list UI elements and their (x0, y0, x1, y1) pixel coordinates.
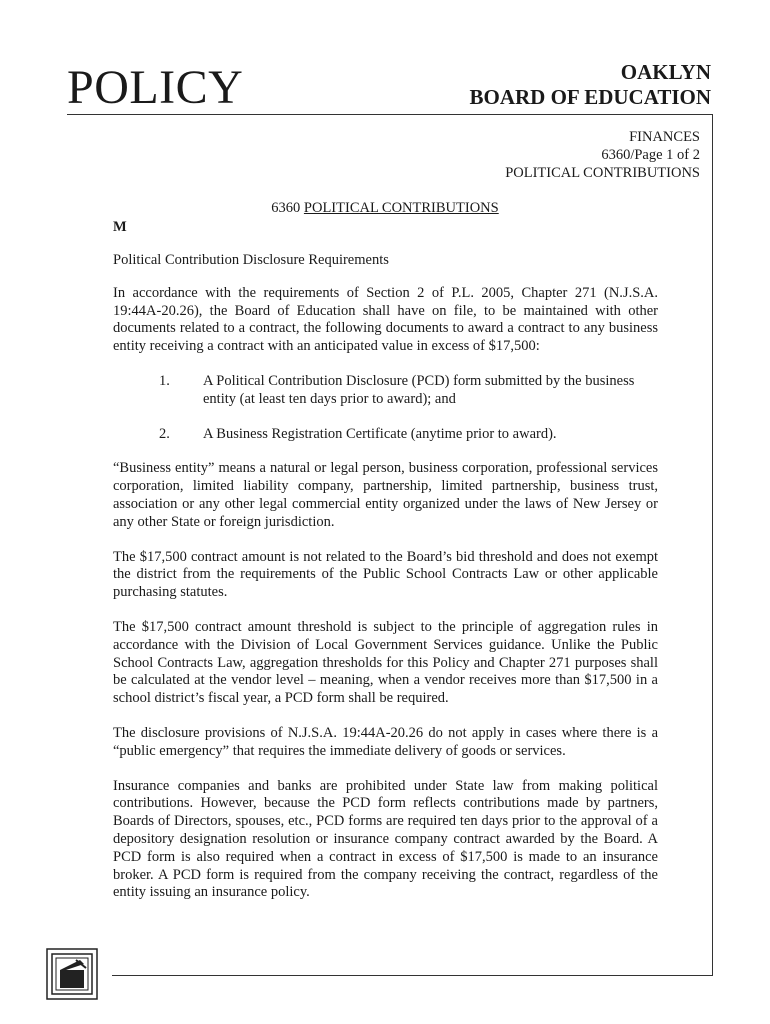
header-rule (67, 114, 713, 115)
list-item-number: 2. (159, 425, 170, 442)
intro-paragraph: In accordance with the requirements of Section 2 of P.L. 2005, Chapter 271 (N.J.S.A. 19:44A-20.26), the Board of Education shall have on file, to be maintained with other documents related to a contract, the following documents to award a contract to any business entity receiving a contract with an anticipated value in excess of $17,500: (113, 284, 658, 355)
right-border-rule (712, 114, 713, 976)
document-title (0, 199, 770, 217)
business-entity-definition: “Business entity” means a natural or legal person, business corporation, professional services corporation, limited liability company, partnership, limited partnership, business trust, association or any other legal commercial entity organized under the laws of New Jersey or any other State or foreign jurisdiction. (113, 460, 658, 530)
district-name: OAKLYN (620, 60, 711, 84)
threshold-paragraph: The $17,500 contract amount is not related to the Board’s bid threshold and does not exempt the district from the requirements of the Public School Contracts Law or other applicable purchasing statutes. (113, 548, 658, 601)
policy-heading: POLICY (67, 61, 244, 114)
list-item-text: A Business Registration Certificate (anytime prior to award). (203, 425, 557, 442)
list-item (113, 426, 658, 444)
list-item-text: A Political Contribution Disclosure (PCD) form submitted by the business entity (at least ten days prior to award); and (203, 372, 635, 407)
page-number: 6360/Page 1 of 2 (601, 147, 700, 163)
board-name: BOARD OF EDUCATION (469, 85, 711, 109)
district-header (469, 60, 711, 110)
insurance-paragraph: Insurance companies and banks are prohibited under State law from making political contributions. However, because the PCD form reflects contributions made by partners, Boards of Directors, spouses, etc., PCD forms are required ten days prior to the approval of a depository designation resolution or insurance company contract awarded by the Board. A PCD form is also required when a contract in excess of $17,500 is made to an insurance broker. A PCD form is required from the company receiving the contract, regardless of the entity issuing an insurance policy. (113, 777, 658, 901)
policy-body (113, 252, 658, 919)
section-info (505, 128, 700, 182)
list-item-number: 1. (159, 372, 170, 389)
policy-publisher-logo-icon (46, 948, 98, 1000)
mandatory-marker: M (113, 219, 127, 235)
footer-rule (112, 975, 713, 976)
section-category: FINANCES (629, 129, 700, 145)
list-item (113, 373, 658, 409)
subheading: Political Contribution Disclosure Requirements (113, 252, 389, 268)
section-topic: POLITICAL CONTRIBUTIONS (505, 165, 700, 181)
policy-number: 6360 (271, 200, 301, 216)
emergency-paragraph: The disclosure provisions of N.J.S.A. 19:44A-20.26 do not apply in cases where there is a “public emergency” that requires the immediate delivery of goods or services. (113, 724, 658, 759)
aggregation-paragraph: The $17,500 contract amount threshold is subject to the principle of aggregation rules in accordance with the Division of Local Government Services guidance. Unlike the Public School Contracts Law, aggregation thresholds for this Policy and Chapter 271 purposes shall be calculated at the vendor level – meaning, when a vendor receives more than $17,500 in a school district’s fiscal year, a PCD form shall be required. (113, 618, 658, 707)
required-documents-list (113, 373, 658, 443)
policy-title: POLITICAL CONTRIBUTIONS (303, 200, 499, 216)
